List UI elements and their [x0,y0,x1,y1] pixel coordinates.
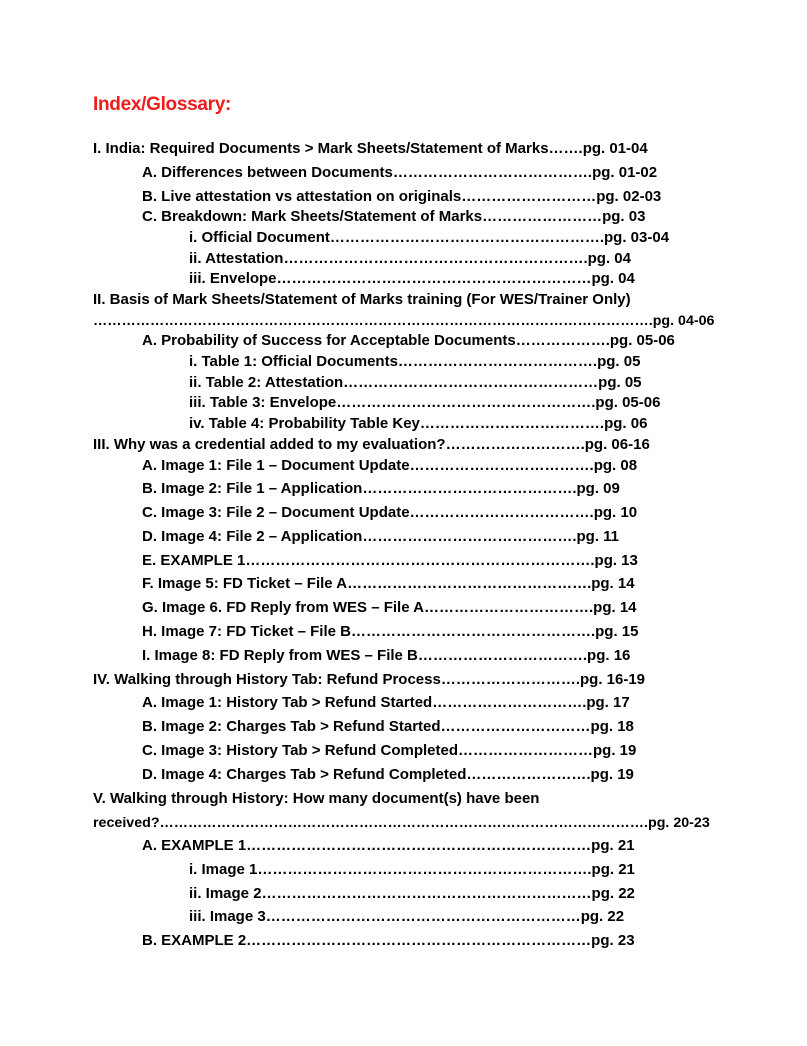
toc-entry: G. Image 6. FD Reply from WES – File A…………………………….pg. 14 [142,599,637,616]
toc-entry: I. India: Required Documents > Mark Sheets/Statement of Marks…….pg. 01-04 [93,140,648,157]
toc-entry: A. Image 1: History Tab > Refund Started………………………….pg. 17 [142,694,630,711]
toc-entry: D. Image 4: Charges Tab > Refund Completed…………………….pg. 19 [142,766,634,783]
toc-entry: ……………………………………………………………………………………………………….pg. 04-06 [93,313,715,329]
toc-entry: H. Image 7: FD Ticket – File B………………………………………….pg. 15 [142,623,639,640]
toc-entry: i. Image 1………………………………………………………….pg. 21 [189,861,635,878]
toc-entry: ii. Attestation…………………………………………………….pg. 04 [189,250,631,267]
toc-entry: I. Image 8: FD Reply from WES – File B…………………………….pg. 16 [142,647,631,664]
page-title: Index/Glossary: [93,94,232,115]
toc-entry: iv. Table 4: Probability Table Key……………………………….pg. 06 [189,415,648,432]
toc-entry: A. Probability of Success for Acceptable Documents……………….pg. 05-06 [142,332,675,349]
toc-entry: E. EXAMPLE 1…………………………………………………………….pg. 13 [142,552,638,569]
toc-entry: iii. Table 3: Envelope…………………………………………….pg. 05-06 [189,394,661,411]
toc-entry: ii. Table 2: Attestation……………………………………………pg. 05 [189,374,642,391]
toc-entry: V. Walking through History: How many document(s) have been [93,790,540,807]
toc-entry: B. EXAMPLE 2……………………………………………………………pg. 23 [142,932,635,949]
toc-entry: i. Table 1: Official Documents………………………………….pg. 05 [189,353,641,370]
toc-entry: C. Image 3: File 2 – Document Update……………………………….pg. 10 [142,504,638,521]
toc-entry: iii. Image 3………………………………………………………pg. 22 [189,908,625,925]
toc-entry: A. Image 1: File 1 – Document Update……………………………….pg. 08 [142,457,638,474]
toc-entry: A. EXAMPLE 1……………………………………………………………pg. 21 [142,837,635,854]
toc-entry: F. Image 5: FD Ticket – File A………………………………………….pg. 14 [142,575,635,592]
toc-entry: A. Differences between Documents………………………………….pg. 01-02 [142,164,658,181]
toc-entry: C. Breakdown: Mark Sheets/Statement of Marks……………………pg. 03 [142,208,646,225]
toc-entry: II. Basis of Mark Sheets/Statement of Marks training (For WES/Trainer Only) [93,291,631,308]
toc-entry: III. Why was a credential added to my evaluation?……………………….pg. 06-16 [93,436,650,453]
toc-entry: B. Image 2: File 1 – Application…………………………………….pg. 09 [142,480,620,497]
toc-entry: iii. Envelope………………………………………………………pg. 04 [189,270,635,287]
toc-entry: B. Image 2: Charges Tab > Refund Started…………………………pg. 18 [142,718,634,735]
toc-entry: received?………………………………………………………………………………………….pg. 20-23 [93,815,710,831]
toc-entry: IV. Walking through History Tab: Refund Process……………………….pg. 16-19 [93,671,646,688]
toc-entry: B. Live attestation vs attestation on originals………………………pg. 02-03 [142,188,662,205]
toc-entry: i. Official Document……………………………………………….pg. 03-04 [189,229,670,246]
toc-entry: ii. Image 2…………………………………………………………pg. 22 [189,885,635,902]
toc-entry: C. Image 3: History Tab > Refund Completed………………………pg. 19 [142,742,637,759]
toc-entry: D. Image 4: File 2 – Application…………………………………….pg. 11 [142,528,620,545]
